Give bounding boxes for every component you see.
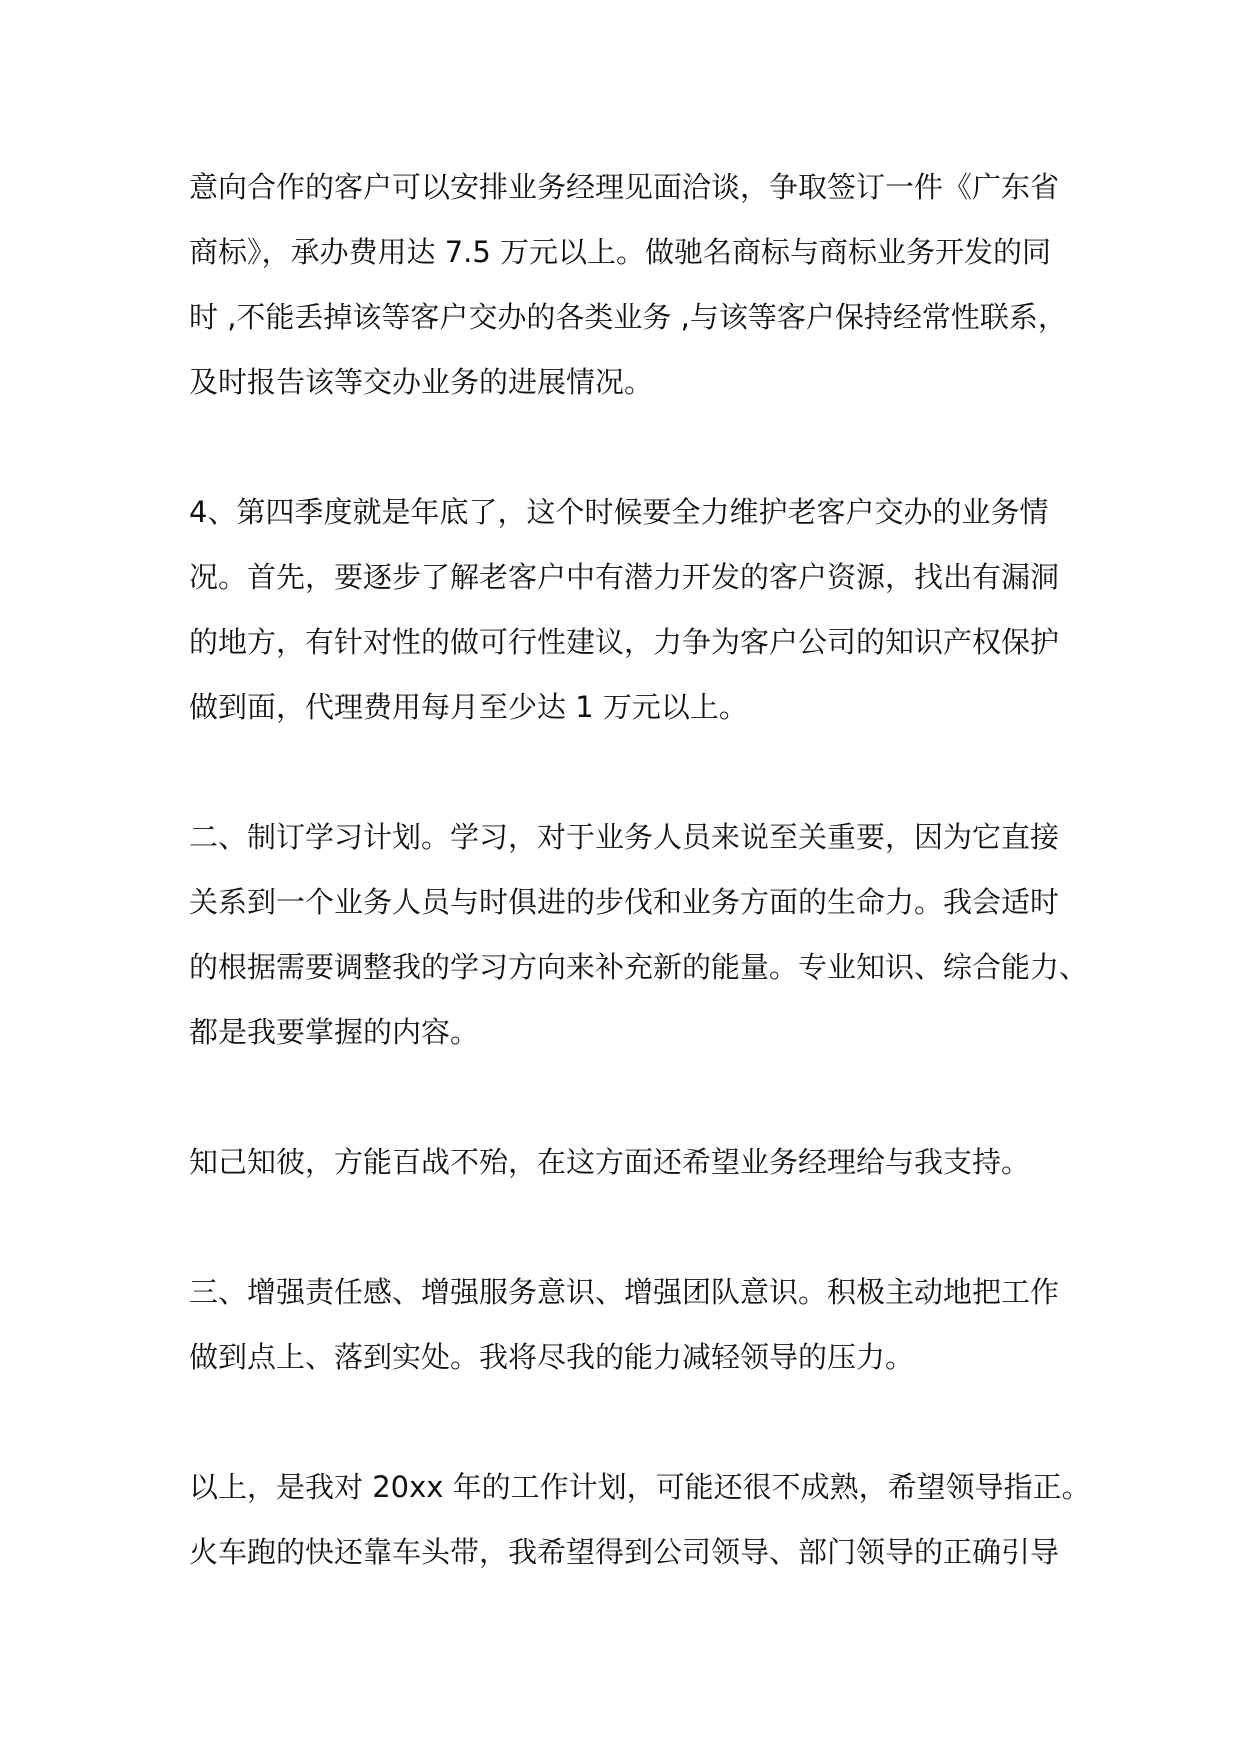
text-line: 知己知彼，方能百战不殆，在这方面还希望业务经理给与我支持。 — [189, 1145, 1031, 1179]
text-line: 火车跑的快还靠车头带，我希望得到公司领导、部门领导的正确引导 — [189, 1535, 1060, 1569]
paragraph-gap — [189, 1390, 1069, 1455]
text-line: 的地方，有针对性的做可行性建议，力争为客户公司的知识产权保护 — [189, 625, 1060, 659]
paragraph-responsibility — [189, 1260, 1069, 1390]
paragraph-trademark-clients — [189, 155, 1069, 415]
paragraph-gap — [189, 415, 1069, 480]
paragraph-fourth-quarter — [189, 480, 1069, 740]
text-line: 都是我要掌握的内容。 — [189, 1015, 480, 1049]
paragraph-know-yourself — [189, 1130, 1069, 1195]
paragraph-gap — [189, 1065, 1069, 1130]
text-line: 的根据需要调整我的学习方向来补充新的能量。专业知识、综合能力、 — [189, 950, 1089, 984]
paragraph-gap — [189, 1195, 1069, 1260]
text-line: 商标》，承办费用达 7.5 万元以上。做驰名商标与商标业务开发的同 — [189, 235, 1052, 269]
text-line: 做到点上、落到实处。我将尽我的能力减轻领导的压力。 — [189, 1340, 915, 1374]
text-line: 况。首先，要逐步了解老客户中有潜力开发的客户资源，找出有漏洞 — [189, 560, 1060, 594]
text-line: 4、第四季度就是年底了，这个时候要全力维护老客户交办的业务情 — [189, 495, 1049, 529]
paragraph-learning-plan — [189, 805, 1089, 1065]
text-line: 及时报告该等交办业务的进展情况。 — [189, 365, 654, 399]
text-line: 时 ,不能丢掉该等客户交办的各类业务 ,与该等客户保持经常性联系， — [189, 300, 1067, 334]
text-line: 二、制订学习计划。学习，对于业务人员来说至关重要，因为它直接 — [189, 820, 1060, 854]
text-line: 关系到一个业务人员与时俱进的步伐和业务方面的生命力。我会适时 — [189, 885, 1060, 919]
text-line: 做到面，代理费用每月至少达 1 万元以上。 — [189, 690, 748, 724]
paragraph-gap — [189, 740, 1069, 805]
text-line: 三、增强责任感、增强服务意识、增强团队意识。积极主动地把工作 — [189, 1275, 1060, 1309]
text-line: 以上，是我对 20xx 年的工作计划，可能还很不成熟，希望领导指正。 — [189, 1470, 1091, 1504]
document-body — [189, 155, 1091, 1585]
text-line: 意向合作的客户可以安排业务经理见面洽谈，争取签订一件《广东省 — [189, 170, 1060, 204]
paragraph-conclusion — [189, 1455, 1091, 1585]
